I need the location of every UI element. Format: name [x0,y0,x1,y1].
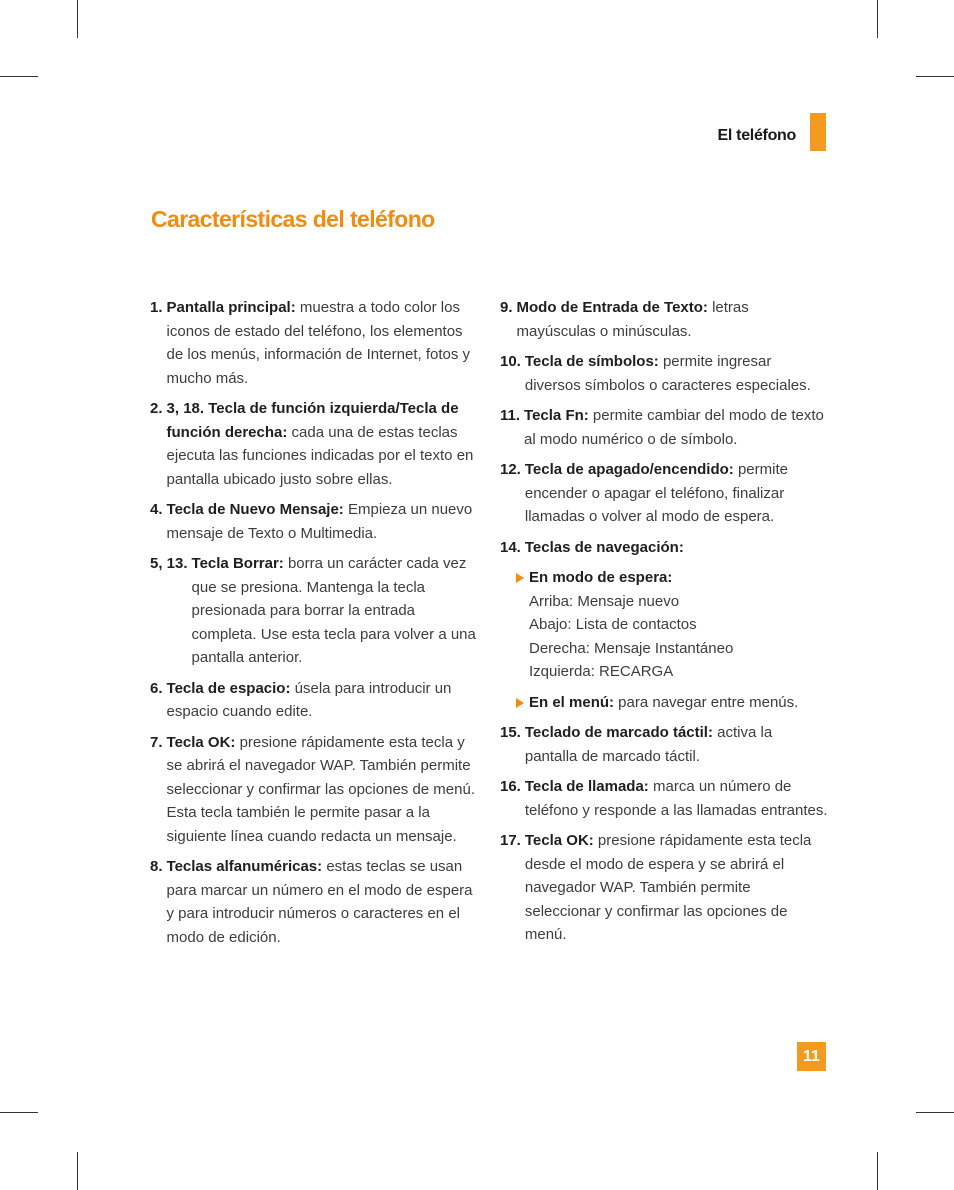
item-number: 14. [500,538,521,556]
list-item [150,552,476,670]
item-description: Empieza un nuevo mensaje de Texto o Multimedia. [166,501,473,542]
standby-line: Abajo: Lista de contactos [529,616,697,633]
item-term: Tecla Borrar: [191,555,284,572]
item-description: estas teclas se usan para marcar un número en el modo de espera y para introducir números o caracteres en el modo de edición. [166,858,473,946]
list-item [500,404,828,451]
item-description: marca un número de teléfono y responde a las llamadas entrantes. [524,778,828,819]
item-description: borra un carácter cada vez que se presiona. Mantenga la tecla presionada para borrar la entrada completa. Use esta tecla para volver a una pantalla anterior. [191,555,476,666]
sub-item-description: para navegar entre menús. [614,693,799,711]
item-number: 1. [150,299,163,316]
standby-line: Derecha: Mensaje Instantáneo [529,639,734,657]
item-number: 11. [500,407,521,424]
list-item [150,397,476,491]
item-description: presione rápidamente esta tecla y se abrirá el navegador WAP. También permite seleccionar y confirmar las opciones de menú. Esta tecla también le permite pasar a la siguiente línea cuando redacta un mensaje. [166,733,475,845]
item-number: 8. [150,858,163,875]
list-item [150,855,476,949]
standby-line: Arriba: Mensaje nuevo [529,592,680,610]
item-term: Tecla de apagado/encendido: [524,461,734,478]
page-number: 11 [797,1042,826,1071]
item-term: Pantalla principal: [166,299,296,316]
item-term: Tecla de llamada: [524,778,649,795]
item-description: úsela para introducir un espacio cuando edite. [166,679,452,720]
sub-item-term: En el menú: [529,693,615,711]
item-term: Tecla de símbolos: [524,353,659,370]
item-number: 15. [500,724,521,741]
list-item [500,296,828,343]
list-item [500,350,828,397]
item-number: 12. [500,461,521,478]
item-term: Tecla OK: [524,832,594,849]
item-number: 17. [500,832,521,849]
list-item [150,731,476,849]
item-number: 9. [500,299,513,316]
item-term: Tecla de espacio: [166,679,291,697]
triangle-bullet-icon [516,573,524,583]
crop-mark [916,1112,954,1113]
crop-mark [77,0,78,38]
sub-item-term: En modo de espera: [529,569,673,586]
item-number: 6. [150,679,163,697]
list-item [150,677,476,724]
item-term: Modo de Entrada de Texto: [516,299,708,316]
section-tab-marker [810,113,826,151]
item-description: muestra a todo color los iconos de estado del teléfono, los elementos de los menús, información de Internet, fotos y mucho más. [166,299,471,387]
item-description: permite ingresar diversos símbolos o caracteres especiales. [524,353,811,394]
item-number: 5, 13. [150,555,188,572]
list-item [500,775,828,822]
left-column [150,296,476,956]
item-number: 10. [500,353,521,370]
item-number: 7. [150,733,163,751]
section-header: El teléfono [717,127,796,144]
item-description: permite cambiar del modo de texto al modo numérico o de símbolo. [524,407,824,448]
sub-item-menu [516,691,828,715]
item-description: activa la pantalla de marcado táctil. [524,724,773,765]
page-title: Características del teléfono [151,206,435,232]
right-column [500,296,828,954]
list-item [500,721,828,768]
crop-mark [877,1152,878,1190]
item-term: Tecla OK: [166,733,236,751]
item-description: letras mayúsculas o minúsculas. [516,299,749,340]
item-description: cada una de estas teclas ejecuta las funciones indicadas por el texto en pantalla ubicado justo sobre ellas. [166,423,474,488]
standby-line: Izquierda: RECARGA [529,663,674,680]
list-item [150,498,476,545]
crop-mark [0,1112,38,1113]
list-item [500,829,828,947]
item-term: Tecla de Nuevo Mensaje: [166,501,344,518]
sub-item-standby [516,566,828,684]
item-term: Tecla Fn: [524,407,589,424]
list-item [500,536,828,560]
item-description: presione rápidamente esta tecla desde el modo de espera y se abrirá el navegador WAP. También permite seleccionar y confirmar las opciones de menú. [524,832,812,943]
crop-mark [77,1152,78,1190]
crop-mark [0,76,38,77]
list-item [500,458,828,529]
list-item [150,296,476,390]
item-term: 3, 18. Tecla de función izquierda/Tecla de función derecha: [166,400,459,441]
item-term: Teclas alfanuméricas: [166,858,323,875]
crop-mark [877,0,878,38]
item-term: Teclado de marcado táctil: [524,724,713,741]
triangle-bullet-icon [516,698,524,708]
item-number: 4. [150,501,163,518]
item-term: Teclas de navegación: [524,538,684,556]
item-number: 2. [150,400,163,417]
item-description: permite encender o apagar el teléfono, finalizar llamadas o volver al modo de espera. [524,461,788,525]
item-number: 16. [500,778,521,795]
crop-mark [916,76,954,77]
